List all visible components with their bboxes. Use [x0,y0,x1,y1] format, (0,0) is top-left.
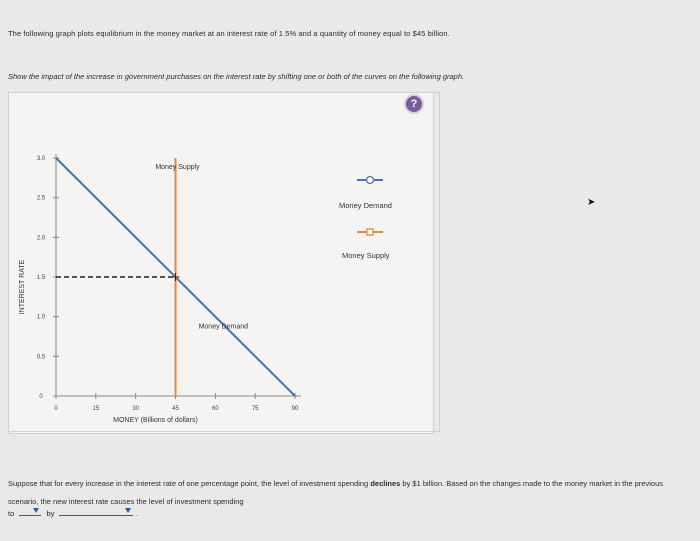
x-tick-label: 0 [54,406,58,412]
amount-dropdown[interactable] [59,506,133,516]
by-label: by [46,509,55,518]
question-bold-word: declines [370,479,401,488]
axes [19,154,301,424]
money-demand-curve-label: Money Demand [198,323,249,331]
money-market-graph[interactable] [8,92,440,432]
x-tick-label: 90 [291,406,299,412]
question-text-part1: Suppose that for every increase in the interest rate of one percentage point, the level of investment spending [8,479,371,488]
x-axis-label: MONEY (Billions of dollars) [113,417,198,424]
y-axis-label: INTEREST RATE [19,259,26,315]
x-tick-label: 60 [211,406,219,412]
chart-marks [56,158,295,396]
answer-row [8,506,139,518]
y-tick-label: 2.0 [36,235,46,242]
y-tick-label: 2.5 [36,195,46,202]
to-label: to [8,509,15,518]
chevron-down-icon [125,508,131,513]
x-tick-label: 15 [92,406,100,412]
chevron-down-icon [33,508,39,513]
question-text-part2: by $1 billion. Based on the changes made to the money market in the previous scenario, the new interest rate causes the level of investment spending [8,479,663,506]
help-icon[interactable]: ? [406,96,422,112]
period-label: . [136,509,139,518]
y-tick-label: 1.5 [36,275,46,281]
money-demand-legend-icon[interactable] [355,175,385,185]
money-supply-legend-label: Money Supply [342,251,390,260]
x-tick-label: 45 [172,406,179,412]
money-supply-legend-icon[interactable] [355,227,385,237]
y-tick-label: 1.0 [36,314,46,321]
x-tick-label: 75 [251,406,259,412]
y-tick-label: 3.0 [36,156,46,162]
x-tick-label: 30 [132,406,140,412]
y-tick-label: 0.5 [36,354,46,361]
money-supply-curve-label: Money Supply [155,164,200,171]
instructions-text: Show the impact of the increase in government purchases on the interest rate by shifting one or both of the curves on the following graph. [8,72,465,81]
direction-dropdown[interactable] [19,506,41,516]
y-tick-label: 0 [39,394,43,400]
mouse-cursor-icon: ➤ [587,197,596,208]
intro-text: The following graph plots equilibrium in the money market at an interest rate of 1.5% and a quantity of money equal to $45 billion. [8,29,450,38]
money-demand-legend-label: Money Demand [339,201,392,210]
